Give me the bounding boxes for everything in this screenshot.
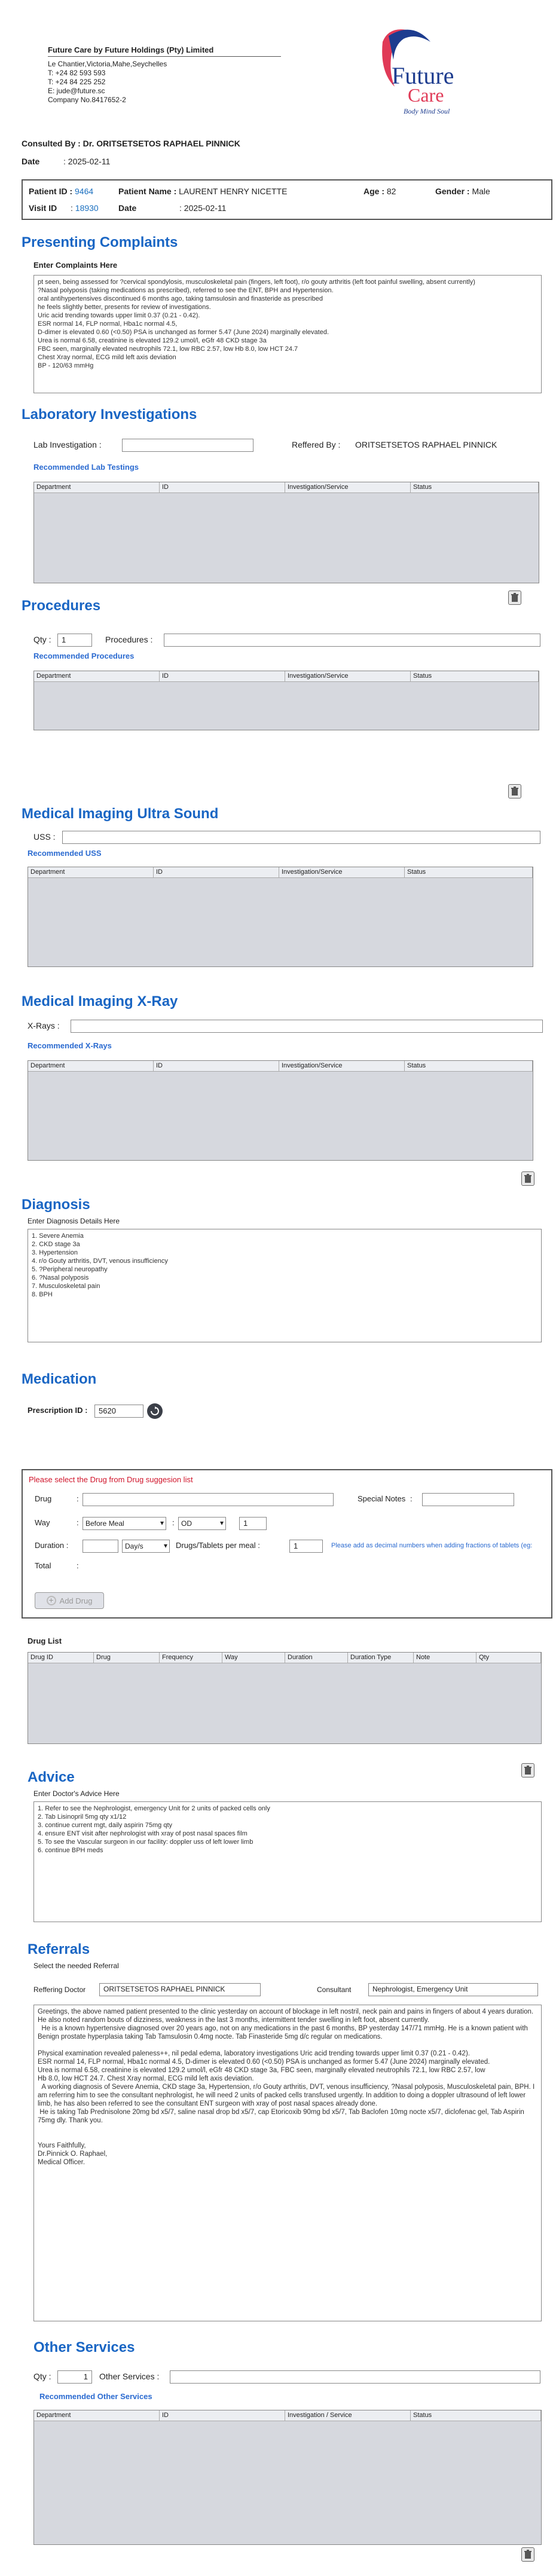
complaints-title: Presenting Complaints (22, 234, 178, 250)
xray-grid-header (28, 1061, 533, 1072)
referring-doctor-label: Reffering Doctor (33, 1985, 86, 1994)
freq-colon: : (172, 1518, 175, 1527)
recommended-lab-title: Recommended Lab Testings (33, 463, 139, 472)
col-investigation[interactable]: Investigation/Service (285, 671, 411, 681)
referred-by-value: ORITSETSETOS RAPHAEL PINNICK (355, 440, 497, 449)
xray-title: Medical Imaging X-Ray (22, 993, 178, 1009)
other-services-input[interactable] (170, 2370, 540, 2384)
xray-input[interactable] (71, 1020, 543, 1033)
procedures-qty-input[interactable]: 1 (57, 634, 92, 647)
per-meal-label: Drugs/Tablets per meal : (176, 1541, 260, 1550)
diagnosis-textarea[interactable]: 1. Severe Anemia 2. CKD stage 3a 3. Hypertension 4. r/o Gouty arthritis, DVT, venous insufficiency 5. ?Peripheral neuropathy 6. ?Nasal polyposis 7. Musculoskeletal pain 8. BPH (28, 1229, 542, 1342)
lab-grid-header (34, 482, 539, 493)
trash-icon (524, 1766, 532, 1775)
col-id[interactable]: ID (154, 867, 279, 877)
visit-id-sep: : (71, 203, 73, 213)
referrals-title: Referrals (28, 1941, 90, 1957)
referring-doctor-input[interactable]: ORITSETSETOS RAPHAEL PINNICK (99, 1983, 261, 1996)
col-department[interactable]: Department (34, 2410, 160, 2421)
col-investigation[interactable]: Investigation/Service (279, 1061, 405, 1071)
uss-label: USS : (33, 832, 56, 842)
col-investigation[interactable]: Investigation/Service (279, 867, 405, 877)
col-duration[interactable]: Duration (285, 1653, 348, 1663)
col-status[interactable]: Status (411, 2410, 541, 2421)
way-colon: : (77, 1518, 79, 1527)
consulted-by-label: Consulted By : (22, 139, 81, 148)
visit-date-label: Date (118, 203, 137, 213)
patient-id-link[interactable]: 9464 (75, 186, 94, 196)
trash-icon (524, 1174, 532, 1183)
recommended-xray-title: Recommended X-Rays (28, 1041, 112, 1050)
notes-colon: : (410, 1494, 413, 1503)
other-qty-label: Qty : (33, 2372, 51, 2381)
company-number: Company No.8417652-2 (48, 96, 126, 104)
special-notes-input[interactable] (422, 1493, 514, 1506)
consult-date (22, 157, 111, 166)
procedures-title: Procedures (22, 598, 101, 614)
consulted-by-doctor: Dr. ORITSETSETOS RAPHAEL PINNICK (83, 139, 240, 148)
col-frequency[interactable]: Frequency (160, 1653, 222, 1663)
complaints-textarea[interactable]: pt seen, being assessed for ?cervical spondylosis, musculoskeletal pain (fingers, left foot), r/o gouty arthritis (left foot painful swelling, absent currently) ?Nasal polyposis (taking medications as prescribed), referred to see the ENT, BPH and Hypertension. oral antihypertensives discontinued 6 months ago, taking tamsulosin and finasteride as prescribed he feels slightly better, presents for review of investigations. Uric acid trending towards upper limit 0.37 (0.21 - 0.42). ESR normal 14, FLP normal, Hba1c normal 4.5, D-dimer is elevated 0.60 (<0.50) PSA is unchanged as former 5.47 (June 2024) marginally elevated. Urea is normal 6.58, creatinine is elevated 129.2 umol/l, eGfr 48 CKD stage 3a FBC seen, marginally elevated neutrophils 72.1, low RBC 2.57, low Hb 8.0, low HCT 24.7 Chest Xray normal, ECG mild left axis deviation BP - 120/63 mmHg (33, 275, 542, 393)
other-services-grid (33, 2410, 542, 2545)
company-address: Le Chantier,Victoria,Mahe,Seychelles (48, 60, 167, 68)
gender-label: Gender : (435, 186, 470, 196)
date-value: 2025-02-11 (68, 157, 111, 166)
col-qty[interactable]: Qty (476, 1653, 541, 1663)
drug-list-title: Drug List (28, 1636, 62, 1645)
col-investigation[interactable]: Investigation/Service (285, 482, 411, 492)
company-name: Future Care by Future Holdings (Pty) Limited (48, 45, 214, 54)
uss-input[interactable] (62, 831, 540, 844)
referral-letter-textarea[interactable]: Greetings, the above named patient presented to the clinic yesterday on account of blockage in left nostril, neck pain and pains in fingers of about 4 years duration. He also noted random bouts of dizziness, weakness in the last 3 months, intermittent tender swelling in left foot, absent currently. He is a known hypertensive diagnosed over 20 years ago, not on any medications in the past 6 months, BP yesterday 147/71 mmHg. He is a known patient with Benign prostate hyperplasia taking Tab Tamsulosin 0.4mg nocte. Tab Finasteride 5mg d/c regular on medications. Physical examination revealed paleness++, nil pedal edema, laboratory investigations Uric acid trending towards upper limit 0.37 (0.21 - 0.42). ESR normal 14, FLP normal, Hba1c normal 4.5, D-dimer is elevated 0.60 (<0.50) PSA is unchanged as former 5.47 (June 2024) marginally elevated. Urea is normal 6.58, creatinine is elevated 129.2 umol/l, eGfr 48 CKD stage 3a, FBC seen, marginally elevated neutrophils 72.1, low RBC 2.57, low Hb 8.0, low HCT 24.7. Chest Xray normal, ECG mild left axis deviation. A working diagnosis of Severe Anemia, CKD stage 3a, Hypertension, r/o Gouty arthritis, DVT, venous insufficiency, ?Nasal polyposis, Musculoskeletal pain, BPH. I am referring him to see the consultant nephrologist, he will need 2 units of packed cells transfused urgently. In addition to doing a doppler ultrasound of left lower limb, he has also been referred to see the consultant ENT surgeon with xray of post nasal spaces already done. He is taking Tab Prednisolone 20mg bd x5/7, saline nasal drop bd x5/7, cap Etoricoxib 90mg bd x5/7, Tab Baclofen 10mg nocte x5/7, diclofenac gel, Tab Aspirin 75mg dly. Thank you. Yours Faithfully, Dr.Pinnick O. Raphael, Medical Officer. (33, 2005, 542, 2321)
duration-label: Duration : (35, 1541, 69, 1550)
col-status[interactable]: Status (411, 482, 539, 492)
uss-grid (28, 867, 533, 967)
per-meal-input[interactable]: 1 (289, 1540, 323, 1553)
plus-icon: + (47, 1596, 56, 1605)
total-label: Total (35, 1561, 51, 1570)
consultant-label: Consultant (317, 1985, 352, 1994)
procedures-grid (33, 671, 539, 730)
col-id[interactable]: ID (160, 671, 285, 681)
lab-investigation-label: Lab Investigation : (33, 440, 102, 449)
trash-icon (524, 2550, 532, 2559)
date-value-wrap (63, 157, 110, 166)
company-email: E: jude@future.sc (48, 87, 105, 95)
delete-advice-button[interactable] (521, 1763, 534, 1777)
drug-list-grid (28, 1652, 542, 1744)
other-grid-header (34, 2410, 541, 2421)
drug-colon: : (77, 1494, 79, 1503)
way-label: Way (35, 1518, 50, 1527)
xray-label: X-Rays : (28, 1021, 60, 1030)
prescription-id-input[interactable]: 5620 (94, 1405, 143, 1418)
referrals-subtitle: Select the needed Referral (33, 1962, 119, 1970)
col-id[interactable]: ID (160, 2410, 285, 2421)
col-way[interactable]: Way (222, 1653, 285, 1663)
duration-input[interactable] (83, 1540, 118, 1553)
company-divider (48, 56, 281, 57)
add-drug-button[interactable] (35, 1592, 104, 1609)
diagnosis-subtitle: Enter Diagnosis Details Here (28, 1217, 120, 1225)
col-id[interactable]: ID (160, 482, 285, 492)
col-department[interactable]: Department (28, 1061, 154, 1071)
visit-date-sep: : (179, 203, 182, 213)
special-notes-label: Special Notes (358, 1494, 406, 1503)
patient-name: LAURENT HENRY NICETTE (179, 186, 288, 196)
recommended-procedures-title: Recommended Procedures (33, 651, 135, 660)
company-phone: T: +24 82 593 593 (48, 69, 106, 77)
complaints-subtitle: Enter Complaints Here (33, 261, 118, 270)
col-status[interactable]: Status (405, 867, 533, 877)
uss-grid-header (28, 867, 533, 878)
col-id[interactable]: ID (154, 1061, 279, 1071)
col-drug-id[interactable]: Drug ID (28, 1653, 94, 1663)
patient-id-label: Patient ID : (29, 186, 73, 196)
patient-name-label: Patient Name : (118, 186, 177, 196)
other-services-label: Other Services : (99, 2372, 160, 2381)
col-department[interactable]: Department (34, 482, 160, 492)
visit-id-link[interactable]: 18930 (75, 203, 99, 213)
col-duration-type[interactable]: Duration Type (348, 1653, 414, 1663)
consultant-input[interactable]: Nephrologist, Emergency Unit (368, 1983, 538, 1996)
patient-info-box (22, 179, 552, 220)
lab-title: Laboratory Investigations (22, 406, 197, 423)
advice-subtitle: Enter Doctor's Advice Here (33, 1789, 120, 1798)
frequency-qty-input[interactable]: 1 (239, 1517, 267, 1530)
trash-icon (511, 593, 519, 602)
procedures-input[interactable] (164, 634, 540, 647)
company-info (48, 45, 281, 105)
delete-other-button[interactable] (521, 2547, 534, 2562)
refresh-icon (150, 1406, 160, 1416)
date-sep: : (63, 157, 66, 166)
future-care-logo (359, 24, 472, 126)
delete-lab-button[interactable] (508, 591, 521, 605)
drug-list-header (28, 1653, 541, 1663)
procedures-qty-label: Qty : (33, 635, 51, 644)
consulted-by (22, 139, 240, 148)
lab-investigation-input[interactable] (122, 439, 253, 452)
frequency-select[interactable]: OD ▾ (178, 1517, 226, 1530)
recommended-other-title: Recommended Other Services (39, 2392, 152, 2401)
company-fax: T: +24 84 225 252 (48, 78, 106, 86)
patient-age: 82 (386, 186, 396, 196)
procedures-grid-header (34, 671, 539, 682)
diagnosis-title: Diagnosis (22, 1197, 90, 1213)
total-colon: : (77, 1561, 79, 1570)
date-label: Date (22, 157, 40, 166)
delete-xray-button[interactable] (521, 1171, 534, 1186)
uss-title: Medical Imaging Ultra Sound (22, 806, 219, 822)
col-status[interactable]: Status (405, 1061, 533, 1071)
delete-procedure-button[interactable] (508, 784, 521, 799)
trash-icon (511, 787, 519, 796)
duration-unit-select[interactable]: Day/s ▾ (122, 1540, 170, 1553)
col-department[interactable]: Department (28, 867, 154, 877)
age-label: Age : (363, 186, 384, 196)
logo-word2: Care (408, 84, 444, 106)
other-services-title: Other Services (33, 2339, 135, 2355)
col-drug[interactable]: Drug (94, 1653, 160, 1663)
col-investigation[interactable]: Investigation / Service (285, 2410, 411, 2421)
advice-textarea[interactable]: 1. Refer to see the Nephrologist, emergency Unit for 2 units of packed cells only 2. Tab Lisinopril 5mg qty x1/12 3. continue current mgt, daily aspirin 75mg qty 4. ensure ENT visit after nephrologist with xray of post nasal spaces film 5. To see the Vascular surgeon in our facility: doppler uss of left lower limb 6. continue BPH meds (33, 1801, 542, 1922)
patient-gender: Male (472, 186, 490, 196)
drug-label: Drug (35, 1494, 52, 1503)
col-department[interactable]: Department (34, 671, 160, 681)
advice-title: Advice (28, 1769, 75, 1785)
col-note[interactable]: Note (414, 1653, 476, 1663)
logo-word1: Future (392, 62, 454, 89)
logo-tagline: Body Mind Soul (404, 107, 450, 115)
decimal-hint: Please add as decimal numbers when adding fractions of tablets (eg: (331, 1542, 533, 1549)
col-status[interactable]: Status (411, 671, 539, 681)
prescription-id-label: Prescription ID : (28, 1406, 88, 1415)
refresh-prescription-button[interactable] (147, 1403, 163, 1419)
procedures-label: Procedures : (105, 635, 153, 644)
visit-id-label: Visit ID (29, 203, 57, 213)
medication-title: Medication (22, 1371, 97, 1387)
drug-input[interactable] (83, 1493, 334, 1506)
drug-select-message: Please select the Drug from Drug suggesion list (29, 1475, 193, 1484)
other-qty-input[interactable]: 1 (57, 2370, 92, 2384)
add-drug-label: Add Drug (59, 1596, 93, 1605)
medication-form (22, 1469, 552, 1619)
lab-grid (33, 482, 539, 583)
visit-date: 2025-02-11 (184, 203, 227, 213)
xray-grid (28, 1060, 533, 1161)
way-select[interactable]: Before Meal ▾ (83, 1517, 166, 1530)
referred-by-label: Reffered By : (292, 440, 341, 449)
recommended-uss-title: Recommended USS (28, 849, 102, 858)
